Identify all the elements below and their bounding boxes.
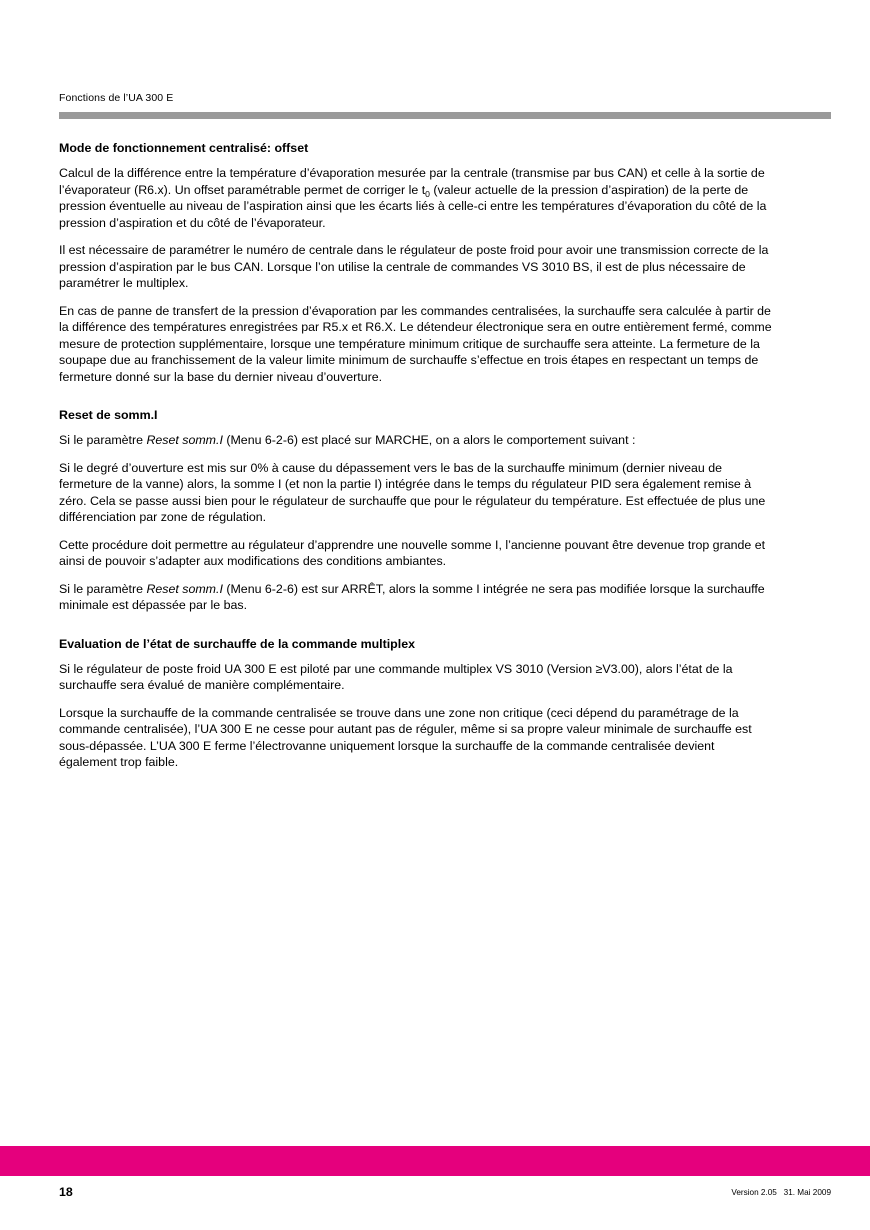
paragraph-evaluation-2: Lorsque la surchauffe de la commande centralisée se trouve dans une zone non critique (ceci dépend du paramétrage de la commande centralisée), l’UA 300 E ne cesse pour autant pas de réguler, même si sa propre valeur minimale de surchauffe est sous-dépassée. L’UA 300 E ferme l’électrovanne uniquement lorsque la surchauffe de la commande centralisée devient également trop faible. [59, 705, 752, 770]
section-heading-reset-somm: Reset de somm.I [59, 408, 158, 423]
section-heading-evaluation: Evaluation de l’état de surchauffe de la commande multiplex [59, 636, 415, 651]
paragraph-reset-4: Si le paramètre Reset somm.I (Menu 6-2-6) est sur ARRÊT, alors la somme I intégrée ne sera pas modifiée lorsque la surchauffe minimale est dépassée par le bas. [59, 581, 765, 613]
page-number: 18 [59, 1185, 73, 1199]
paragraph-offset-3: En cas de panne de transfert de la pression d’évaporation par les commandes centralisées, la surchauffe sera calculée à partir de la différence des températures enregistrées par R5.x et R6.X. Le détendeur électronique sera en outre entièrement fermé, comme mesure de protection supplémentaire, lorsque une température minimum critique de surchauffe sera atteinte. La fermeture de la soupape due au franchissement de la valeur limite minimum de surchauffe s’effectue en trois étapes en respectant un temps de fermeture donné sur la base du dernier niveau d’ouverture. [59, 303, 772, 384]
paragraph-evaluation-1: Si le régulateur de poste froid UA 300 E est piloté par une commande multiplex VS 3010 (Version ≥V3.00), alors l’état de la surchauffe sera évalué de manière complémentaire. [59, 661, 733, 693]
footer-version: Version 2.05 31. Mai 2009 [731, 1188, 831, 1197]
paragraph-offset-2: Il est nécessaire de paramétrer le numéro de centrale dans le régulateur de poste froid pour avoir une transmission correcte de la pression d’aspiration par le bus CAN. Lorsque l’on utilise la centrale de commandes VS 3010 BS, il est de plus nécessaire de paramétrer le multiplex. [59, 243, 769, 291]
param-name-reset-somm: Reset somm.I [146, 433, 223, 448]
header-divider [59, 112, 831, 119]
footer-accent-bar [0, 1146, 870, 1176]
paragraph-reset-3: Cette procédure doit permettre au régulateur d’apprendre une nouvelle somme I, l’ancienne pouvant être devenue trop grande et ainsi de pouvoir s’adapter aux modifications des conditions ambiantes. [59, 537, 766, 569]
paragraph-offset-1: Calcul de la différence entre la température d’évaporation mesurée par la centrale (transmise par bus CAN) et celle à la sortie de l’évaporateur (R6.x). Un offset paramétrable permet de corriger le $t_0$ (valeur actuelle de la pression d’aspiration) de la perte de pression éventuelle au niveau de l’aspiration ainsi que les écarts liés à celle-ci entre les températures d’évaporation du côté de la pression d’aspiration et du côté de l’évaporateur. [59, 166, 767, 230]
paragraph-reset-1: Si le paramètre Reset somm.I (Menu 6-2-6) est placé sur MARCHE, on a alors le comportement suivant : [59, 433, 636, 448]
subscript-zero: 0 [425, 188, 430, 199]
running-head: Fonctions de l’UA 300 E [59, 92, 174, 104]
paragraph-reset-2: Si le degré d’ouverture est mis sur 0% à cause du dépassement vers le bas de la surchauffe minimum (dernier niveau de fermeture de la vanne) alors, la somme I (et non la partie I) intégrée dans le temps du régulateur PID sera également remise à zéro. Cela se passe aussi bien pour le régulateur de surchauffe que pour le régulateur du température. Est effectuée de plus une différenciation par zone de régulation. [59, 460, 766, 525]
page-content [59, 140, 775, 771]
param-name-reset-somm-2: Reset somm.I [146, 581, 223, 596]
section-heading-offset: Mode de fonctionnement centralisé: offset [59, 141, 309, 155]
